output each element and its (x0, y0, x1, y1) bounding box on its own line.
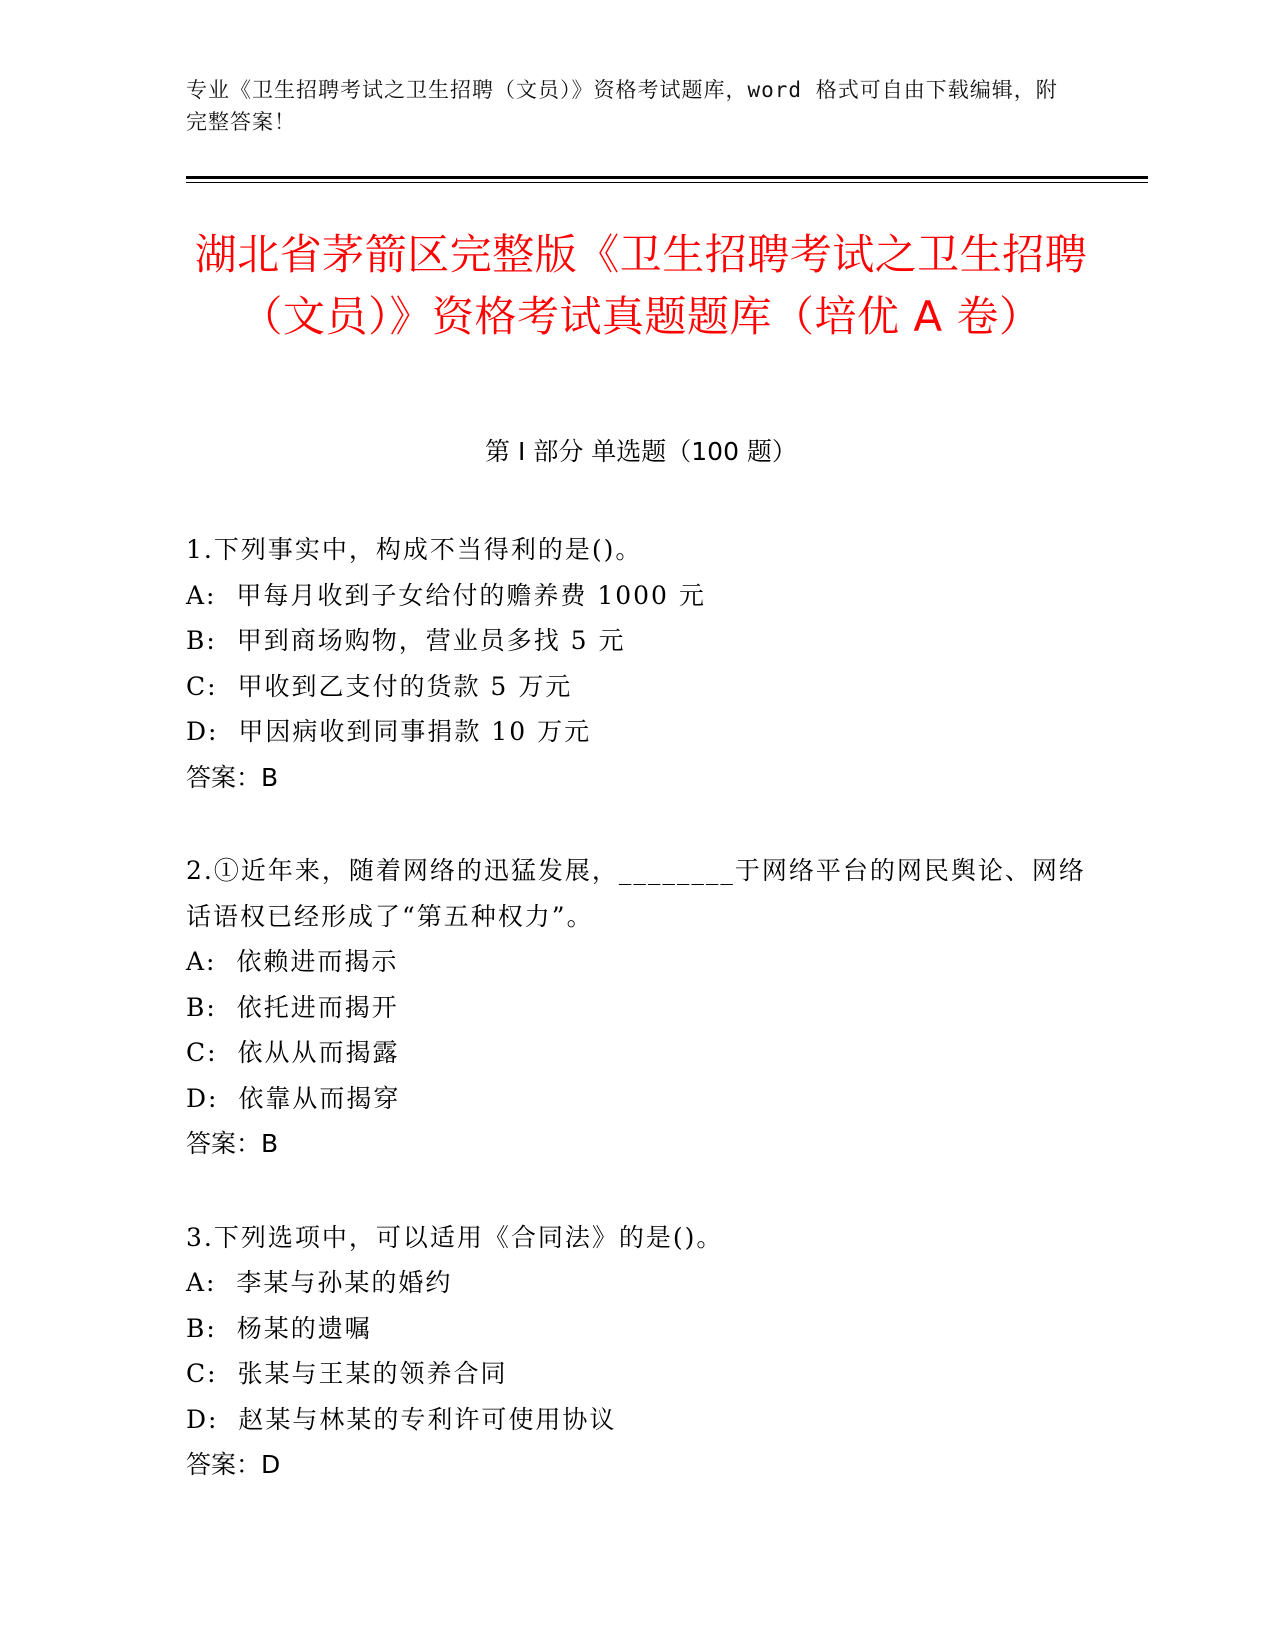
header-divider-thick (186, 176, 1148, 179)
answer: 答案：B (186, 1129, 279, 1158)
option-a: A: 李某与孙某的婚约 (186, 1268, 453, 1297)
answer: 答案：B (186, 762, 279, 792)
option-a: A: 依赖进而揭示 (186, 947, 399, 976)
section-title: 第 I 部分 单选题（100 题） (485, 437, 797, 466)
option-b: B: 杨某的遗嘱 (186, 1313, 372, 1343)
question-item (186, 1215, 1086, 1488)
option-d: D: 依靠从而揭穿 (186, 1083, 401, 1113)
question-stem: 3.下列选项中，可以适用《合同法》的是()。 (186, 1222, 724, 1252)
question-item (186, 527, 1086, 800)
option-a: A: 甲每月收到子女给付的赡养费 1000 元 (186, 580, 706, 610)
option-c: C: 张某与王某的领养合同 (186, 1359, 508, 1388)
answer: 答案：D (186, 1450, 281, 1479)
option-b: B: 甲到商场购物，营业员多找 5 元 (186, 626, 626, 655)
option-c: C: 甲收到乙支付的货款 5 万元 (186, 671, 573, 701)
option-d: D: 赵某与林某的专利许可使用协议 (186, 1404, 617, 1434)
question-stem: 1.下列事实中，构成不当得利的是()。 (186, 535, 643, 564)
option-b: B: 依托进而揭开 (186, 992, 399, 1022)
document-title: 湖北省茅箭区完整版《卫生招聘考试之卫生招聘（文员）》资格考试真题题库（培优 A 卷） (194, 230, 1088, 341)
option-c: C: 依从从而揭露 (186, 1038, 400, 1067)
question-stem: 2.①近年来，随着网络的迅猛发展，________于网络平台的网民舆论、网络话语权已经形成了“第五种权力”。 (186, 856, 1086, 931)
question-item (186, 848, 1086, 1167)
option-d: D: 甲因病收到同事捐款 10 万元 (186, 717, 592, 746)
header-divider-thin (186, 182, 1148, 183)
header-note: 专业《卫生招聘考试之卫生招聘（文员）》资格考试题库，word 格式可自由下载编辑，附完整答案！ (186, 78, 1058, 134)
question-list (186, 527, 1086, 1536)
